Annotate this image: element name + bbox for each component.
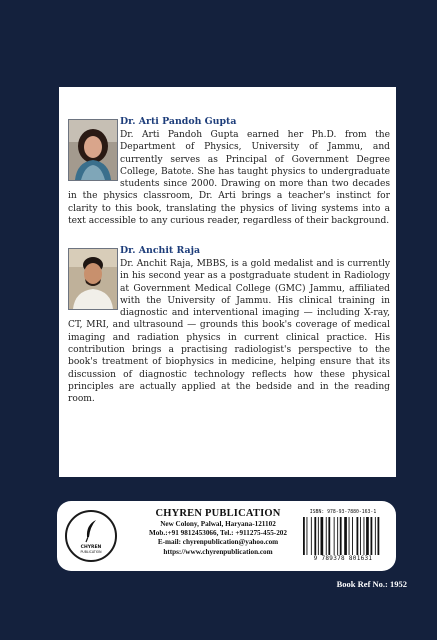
publisher-address: New Colony, Palwal, Haryana-121102 [160,520,276,528]
logo-subtext: PUBLICATION [80,549,102,554]
barcode-digits: 9 789378 801631 [313,555,373,562]
publisher-website: https://www.chyrenpublication.com [163,547,273,556]
barcode-bars [300,517,386,555]
publisher-email: E-mail: chyrenpublication@yahoo.com [157,538,279,547]
publisher-logo [65,510,117,562]
author-bio: Dr. Arti Pandoh Gupta earned her Ph.D. from the Department of Physics, University of Jammu, and currently serves as Principal of Government Degree College, Batote. She has taught physics to undergraduate students since 2000. Drawing on more than two decades in the physics classroom, Dr. Arti brings a teacher's instinct for clarity to this book, translating the physics of living systems into a text accessible to any curious reader, regardless of their background. [68,130,390,227]
author-bio: Dr. Anchit Raja, MBBS, is a gold medalist and is currently in his second year as a postgraduate student in Radiology at Government Medical College (GMC) Jammu, affiliated with the University of Jammu. His clinical training in diagnostic and interventional imaging — including X-ray, CT, MRI, and ultrasound — grounds this book's coverage of medical imaging and radiation physics in current clinical practice. His contribution brings a practising radiologist's perspective to the book's treatment of biophysics in medicine, helping ensure that its discussion of diagnostic technology reflects how these physical principles are actually applied at the bedside and in the reading room. [68,259,390,405]
publisher-footer [57,501,396,571]
book-ref-number: Book Ref No.: 1952 [336,579,407,589]
publisher-name: CHYREN PUBLICATION [155,508,281,519]
author-panel [59,87,396,477]
quill-icon [82,519,100,543]
publisher-phone: Mob.:+91 9812453066, Tel.: +911275-455-202 [149,529,287,538]
publisher-info [123,508,313,557]
author-name: Dr. Anchit Raja [120,245,201,256]
isbn-label: ISBN: 978-93-7880-163-1 [309,510,377,515]
author-name: Dr. Arti Pandoh Gupta [120,116,237,127]
logo-text: CHYREN [80,544,102,550]
isbn-barcode [300,510,386,564]
